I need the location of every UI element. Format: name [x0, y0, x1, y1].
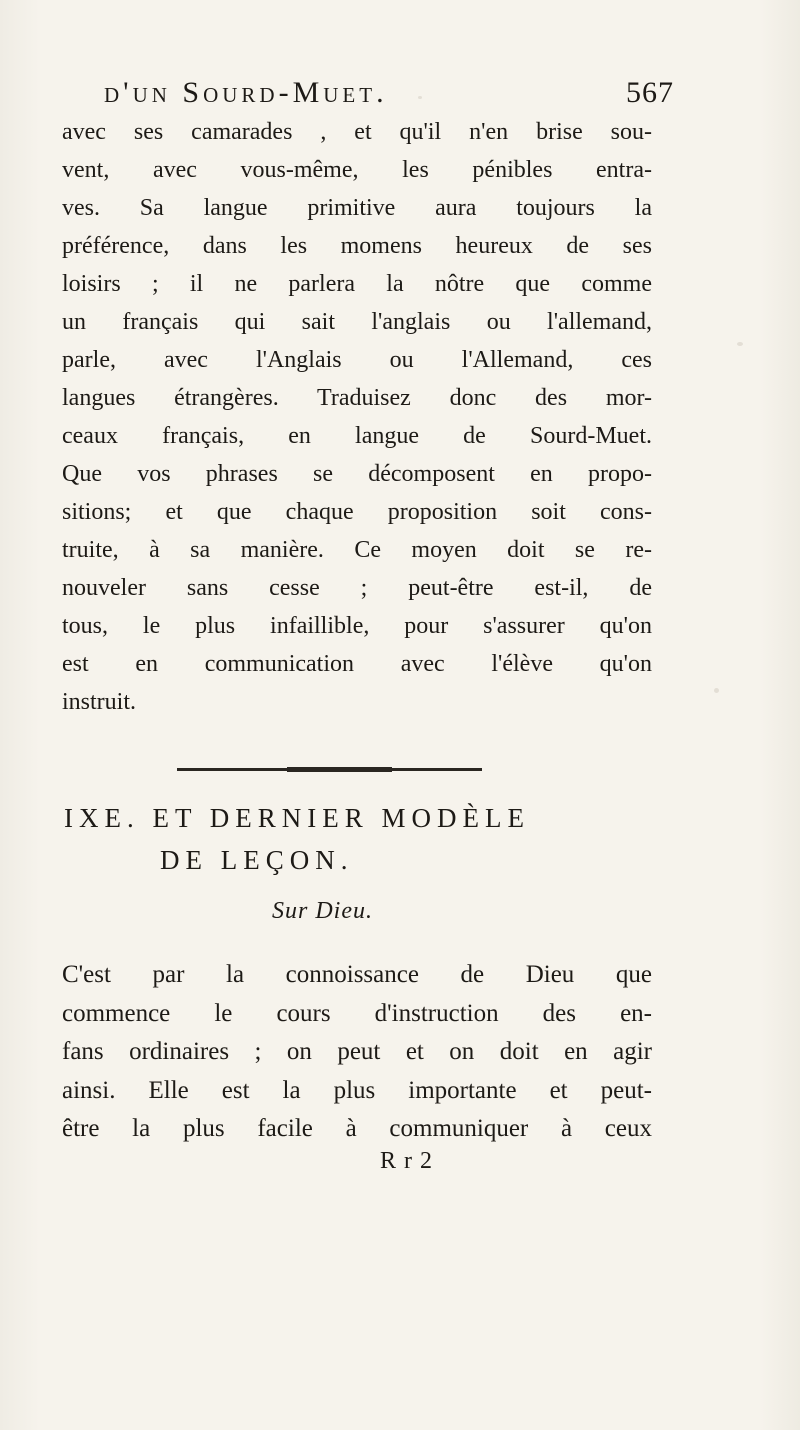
- text-line: commence le cours d'instruction des en-: [62, 999, 652, 1027]
- text-line: sitions; et que chaque proposition soit cons-: [62, 499, 652, 525]
- text-line: un français qui sait l'anglais ou l'allemand,: [62, 309, 652, 335]
- text-line: tous, le plus infaillible, pour s'assurer qu'on: [62, 613, 652, 639]
- page-number: 567: [626, 76, 674, 109]
- text-line: nouveler sans cesse ; peut-être est-il, de: [62, 575, 652, 601]
- text-line: vent, avec vous-même, les pénibles entra-: [62, 157, 652, 183]
- paper-blemish: [737, 342, 743, 346]
- text-line: fans ordinaires ; on peut et on doit en agir: [62, 1038, 652, 1065]
- paper-blemish: [714, 688, 719, 693]
- text-line: avec ses camarades , et qu'il n'en brise sou-: [62, 119, 652, 145]
- text-line: loisirs ; il ne parlera la nôtre que comme: [62, 271, 652, 297]
- text-line: instruit.: [62, 689, 137, 715]
- paper-blemish: [418, 96, 422, 99]
- text-line: C'est par la connoissance de Dieu que: [62, 961, 652, 988]
- paragraph-1: [62, 113, 652, 721]
- text-line: préférence, dans les momens heureux de ses: [62, 233, 652, 259]
- text-line: ainsi. Elle est la plus importante et peut-: [62, 1076, 652, 1104]
- text-line: ves. Sa langue primitive aura toujours la: [62, 195, 652, 221]
- text-line: est en communication avec l'élève qu'on: [62, 651, 652, 677]
- text-line: langues étrangères. Traduisez donc des mor-: [62, 385, 652, 411]
- page-header: [104, 76, 674, 116]
- signature-mark: Rr2: [380, 1148, 440, 1174]
- text-line: être la plus facile à communiquer à ceux: [62, 1115, 652, 1142]
- section-title-line-2: DE LEÇON.: [160, 845, 354, 875]
- text-line: Que vos phrases se décomposent en propo-: [62, 461, 652, 487]
- running-title: d'un Sourd-Muet.: [104, 76, 388, 109]
- section-title: [64, 797, 664, 881]
- text-line: truite, à sa manière. Ce moyen doit se re-: [62, 537, 652, 563]
- section-divider-rule: [177, 768, 482, 771]
- section-subtitle: Sur Dieu.: [272, 898, 373, 924]
- text-line: parle, avec l'Anglais ou l'Allemand, ces: [62, 347, 652, 373]
- section-title-line-1: IXE. ET DERNIER MODÈLE: [64, 803, 530, 833]
- text-line: ceaux français, en langue de Sourd-Muet.: [62, 423, 652, 449]
- paragraph-2: [62, 956, 652, 1149]
